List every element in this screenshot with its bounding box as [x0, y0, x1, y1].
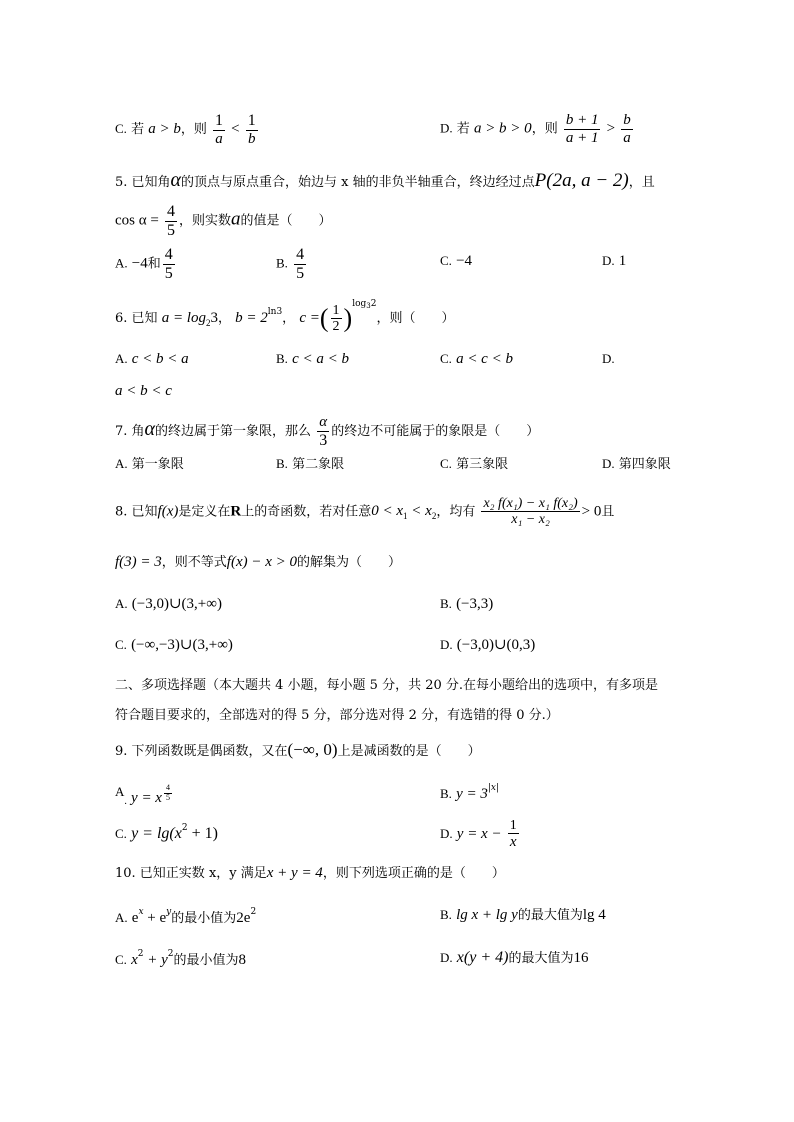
- q10-option-c-label: C.: [115, 952, 127, 967]
- q7-option-d-val: 第四象限: [618, 457, 671, 472]
- q8-stem-part3: 上的奇函数，若对任意: [241, 504, 372, 520]
- q6-option-b-val: c < a < b: [292, 351, 349, 367]
- q9-option-b-val: y = 3: [456, 786, 488, 802]
- q8-option-a: [115, 597, 222, 612]
- q10-option-c-sup1: 2: [137, 949, 144, 959]
- q10-condition: x + y = 4: [266, 865, 323, 881]
- q4-option-d: [440, 112, 635, 146]
- q8-stem-part7: 的解集为（ ）: [297, 555, 402, 570]
- frac-num: 4: [296, 246, 305, 263]
- q7-option-c: [440, 457, 508, 471]
- q8-cond-sub2: 2: [431, 511, 437, 522]
- q10-option-a-val-sup: 2: [250, 907, 257, 917]
- q10-option-d: [440, 950, 588, 966]
- q10-option-d-text: 的最大值为: [508, 951, 574, 966]
- q7-option-a-val: 第一象限: [131, 457, 184, 472]
- frac-num: 1: [509, 818, 517, 833]
- q7-option-a: [115, 457, 184, 471]
- q7-option-b-label: B.: [276, 456, 288, 471]
- q5-option-a-and: 和: [147, 256, 161, 272]
- frac-den: a: [623, 129, 631, 146]
- q10-option-a-text: 的最小值为: [171, 911, 237, 926]
- q6-stem-part2: ，则（ ）: [376, 311, 455, 326]
- q8-stem-part5: 且: [601, 504, 615, 520]
- q8-option-d: [440, 638, 535, 653]
- q4-option-c-rhs: [246, 112, 258, 147]
- q5-option-b-frac: [294, 246, 306, 282]
- frac-num: 4: [164, 246, 173, 263]
- frac-num: b + 1: [565, 112, 599, 128]
- q6-option-b: [276, 352, 349, 367]
- q8-fx: f(x): [157, 503, 179, 520]
- q4-option-c-lhs: [213, 112, 225, 147]
- q6-stem: 6. 已知 $a = \log_23$， $b = 2^{ln3}$， c =( $\frac{1}{2}$ )$^{log_32}$，则（ ）: [115, 299, 455, 334]
- q8-inequality2: f(x) − x > 0: [226, 554, 298, 570]
- q8-inequality-rel: > 0: [581, 503, 602, 520]
- frac-den: x: [509, 834, 517, 851]
- q9-stem-part2: 上是减函数的是（ ）: [337, 744, 481, 759]
- frac-den: 5: [166, 221, 175, 239]
- q7-option-b: [276, 457, 344, 471]
- q10-option-b-label: B.: [440, 907, 452, 922]
- q9-option-d: [440, 818, 521, 851]
- q8-option-c-label: C.: [115, 637, 127, 652]
- q8-option-b-label: B.: [440, 596, 452, 611]
- q7-option-d-label: D.: [602, 456, 615, 471]
- q6-option-c-label: C.: [440, 351, 452, 366]
- q10-stem: [115, 866, 505, 881]
- q9-option-a-exp: [164, 784, 172, 803]
- q10-option-b-val: lg 4: [582, 907, 606, 923]
- q8-cond-mid: < x: [407, 503, 432, 520]
- q4-option-d-then: ，则: [531, 121, 558, 137]
- q8-option-c: [115, 638, 233, 653]
- q8-stem-part4: ，均有: [436, 504, 476, 520]
- q5-option-a-val: −4: [131, 255, 148, 272]
- q9-option-a: [115, 784, 174, 807]
- q10-option-a-label: A.: [115, 910, 128, 925]
- q9-stem-part1: 9. 下列函数既是偶函数，又在: [115, 744, 288, 759]
- q6-stem-part1: 6. 已知: [115, 311, 158, 326]
- q6-b-def: b = 2: [235, 310, 268, 326]
- q6-option-d-val: a < b < c: [115, 383, 172, 399]
- q9-option-c: [115, 824, 218, 842]
- q7-stem-part3: 的终边不可能属于的象限是（ ）: [331, 424, 540, 440]
- frac-num: 1: [247, 112, 256, 129]
- q9-option-c-sup: 2: [181, 823, 188, 833]
- q6-option-a-val: c < b < a: [131, 351, 189, 367]
- q5-option-a-frac: [163, 246, 175, 282]
- q8-condition: [371, 503, 437, 522]
- q7-stem-part2: 的终边属于第一象限，那么: [155, 424, 312, 440]
- q8-option-c-val: (−∞,−3)∪(3,+∞): [131, 637, 233, 653]
- q6-c-frac: [331, 303, 342, 335]
- q7-option-d: [602, 457, 671, 471]
- q6-option-b-label: B.: [276, 351, 288, 366]
- frac-num: b: [623, 112, 631, 128]
- q10-option-a-sup1: x: [138, 907, 144, 917]
- q10-option-c: [115, 950, 246, 968]
- q10-option-b: [440, 908, 606, 923]
- q5-fraction: [165, 203, 177, 239]
- q5-option-d-label: D.: [602, 253, 615, 268]
- q7-option-b-val: 第二象限: [292, 457, 345, 472]
- q8-stem-part2: 是定义在: [178, 504, 231, 520]
- frac-den: b: [248, 130, 256, 147]
- q9-option-c-label: C.: [115, 826, 127, 841]
- q5-option-d-val: 1: [618, 253, 627, 269]
- q5-point: P(2a, a − 2): [534, 170, 629, 191]
- q10-option-c-sup2: 2: [167, 949, 174, 959]
- frac-num: 1: [215, 112, 223, 129]
- q6-c-exp-base: 3: [366, 302, 371, 310]
- frac-num: 4: [165, 783, 170, 792]
- q4-option-c-rel: <: [231, 121, 240, 138]
- q8-inequality-fraction: [481, 496, 579, 528]
- q7-alpha: α: [144, 418, 156, 441]
- q9-option-b-exp: |x|: [487, 783, 499, 793]
- q8-f3: f(3) = 3: [115, 554, 162, 570]
- q9-option-d-label: D.: [440, 825, 453, 841]
- q5-stem-line1: [115, 170, 655, 190]
- q8-option-b: [440, 597, 493, 612]
- q5-option-c-label: C.: [440, 253, 452, 268]
- q5-stem-part5: 的值是（ ）: [240, 213, 332, 229]
- q5-option-c: [440, 254, 472, 269]
- q8-reals: R: [230, 503, 242, 520]
- q10-option-a-val: 2e: [236, 910, 251, 926]
- q6-a-base: 2: [205, 318, 211, 328]
- q7-option-c-label: C.: [440, 456, 452, 471]
- q10-option-a-sup2: y: [166, 907, 172, 917]
- section2-heading-line1: 二、多项选择题（本大题共 4 小题，每小题 5 分，共 20 分.在每小题给出的选项中，有多项是: [115, 678, 659, 693]
- q5-stem-part4: ，则实数: [178, 213, 231, 229]
- q9-option-b-label: B.: [440, 786, 452, 801]
- frac-num: 1: [332, 302, 340, 318]
- frac-num: α: [319, 414, 328, 430]
- frac-num: 4: [166, 203, 175, 220]
- q8-option-a-label: A.: [115, 596, 128, 611]
- q4-option-d-if: 若: [456, 121, 470, 137]
- q4-option-c: [115, 112, 260, 147]
- q7-stem-part1: 7. 角: [115, 424, 145, 440]
- q10-option-c-val: 8: [238, 952, 246, 968]
- q4-option-c-label: C.: [115, 121, 127, 137]
- frac-den: 5: [296, 264, 305, 282]
- q6-a-def: a = log: [161, 310, 206, 326]
- q8-stem-line1: [115, 496, 614, 528]
- q6-option-c-val: a < c < b: [456, 351, 513, 367]
- q9-option-c-tail: + 1): [187, 825, 218, 842]
- q10-option-a: [115, 908, 256, 926]
- q8-cond-lhs: 0 < x: [371, 503, 404, 520]
- q6-c-exp: [352, 299, 376, 309]
- q6-c-def: c =: [299, 310, 320, 326]
- q10-stem-part2: ，则下列选项正确的是（ ）: [322, 866, 505, 881]
- q4-option-c-cond: a > b: [148, 121, 181, 138]
- q7-stem: [115, 414, 539, 449]
- q7-fraction: [317, 414, 329, 449]
- frac-den: 2: [332, 319, 340, 334]
- q9-stem: [115, 741, 481, 758]
- q8-option-b-val: (−3,3): [456, 596, 494, 612]
- q8-option-a-val: (−3,0)∪(3,+∞): [131, 596, 222, 612]
- section2-heading-line2: 符合题目要求的，全部选对的得 5 分，部分选对得 2 分，有选错的得 0 分.）: [115, 708, 559, 723]
- q5-var: a: [230, 208, 241, 230]
- q10-option-c-plus: + y: [143, 952, 168, 968]
- q4-option-c-if: 若: [131, 122, 145, 138]
- q7-option-c-val: 第三象限: [456, 457, 509, 472]
- q6-option-a-label: A.: [115, 351, 128, 366]
- frac-den: 5: [164, 264, 173, 282]
- q4-option-d-rhs: [621, 112, 633, 146]
- q8-option-d-val: (−3,0)∪(0,3): [456, 637, 536, 653]
- q10-option-c-x: x: [131, 952, 138, 968]
- q5-stem-part1: 5. 已知角: [115, 175, 171, 190]
- q10-option-d-label: D.: [440, 950, 453, 965]
- frac-den: a: [215, 130, 223, 147]
- q4-option-c-then: ，则: [180, 122, 207, 138]
- q9-option-d-frac: [508, 818, 519, 851]
- q4-option-d-lhs: [564, 112, 601, 146]
- q8-option-d-label: D.: [440, 637, 453, 652]
- q10-option-c-text: 的最小值为: [173, 953, 239, 968]
- q9-option-a-label: A: [115, 784, 125, 799]
- q5-option-c-val: −4: [456, 253, 473, 269]
- q5-option-a-label: A.: [115, 255, 128, 271]
- q10-option-d-expr: x(y + 4): [456, 949, 509, 966]
- q10-stem-part1: 10. 已知正实数 x，y 满足: [115, 866, 267, 881]
- q6-option-c: [440, 352, 513, 367]
- q6-option-a: [115, 352, 189, 367]
- q9-option-a-dot: .: [124, 796, 127, 807]
- q4-option-d-label: D.: [440, 120, 453, 136]
- q8-stem-line2: [115, 555, 401, 570]
- q7-option-a-label: A.: [115, 456, 128, 471]
- q8-stem-part6: ，则不等式: [161, 555, 227, 570]
- q6-option-d-value-line: [115, 384, 172, 399]
- q9-interval: (−∞, 0): [287, 740, 338, 759]
- frac-num: x₂ f(x₁) − x₁ f(x₂): [483, 496, 578, 511]
- q5-alpha: α: [170, 169, 182, 191]
- q5-option-b: [276, 246, 308, 282]
- q8-stem-part1: 8. 已知: [115, 504, 158, 520]
- q9-option-a-val: y = x: [131, 790, 162, 806]
- q9-option-c-val: y = lg(x: [131, 825, 182, 842]
- q5-option-d: [602, 254, 626, 269]
- q10-option-a-plus: + e: [143, 910, 167, 926]
- q6-c-exp-arg: 2: [370, 299, 377, 309]
- frac-den: 5: [165, 792, 170, 802]
- q10-option-d-val: 16: [573, 950, 589, 966]
- frac-den: a + 1: [565, 129, 599, 146]
- q6-option-d-label: D.: [602, 351, 615, 366]
- q9-option-b: [440, 784, 499, 802]
- frac-den: x₁ − x₂: [511, 512, 550, 528]
- q5-option-b-label: B.: [276, 255, 288, 271]
- q9-option-d-val: y = x −: [456, 825, 502, 842]
- q5-stem-part2: 的顶点与原点重合，始边与 x 轴的非负半轴重合，终边经过点: [181, 175, 535, 190]
- q10-option-b-text: 的最大值为: [517, 908, 583, 923]
- q4-option-d-rel: >: [606, 120, 616, 137]
- q8-cond-sub1: 1: [403, 511, 408, 522]
- q6-c-exp-log: log: [352, 299, 367, 309]
- q4-option-d-cond: a > b > 0: [473, 120, 532, 137]
- q10-option-b-expr: lg x + lg y: [456, 907, 518, 923]
- q10-option-a-e1: e: [131, 910, 139, 926]
- q5-option-a: [115, 246, 177, 282]
- frac-den: 3: [319, 431, 328, 449]
- q6-a-arg: 3: [210, 310, 218, 326]
- q6-option-d-label-line: [602, 352, 615, 366]
- q5-stem-line2: [115, 203, 332, 239]
- q5-cos: cos α =: [115, 212, 159, 229]
- q5-stem-part3: ，且: [628, 175, 655, 190]
- q6-b-exp: ln3: [267, 307, 283, 317]
